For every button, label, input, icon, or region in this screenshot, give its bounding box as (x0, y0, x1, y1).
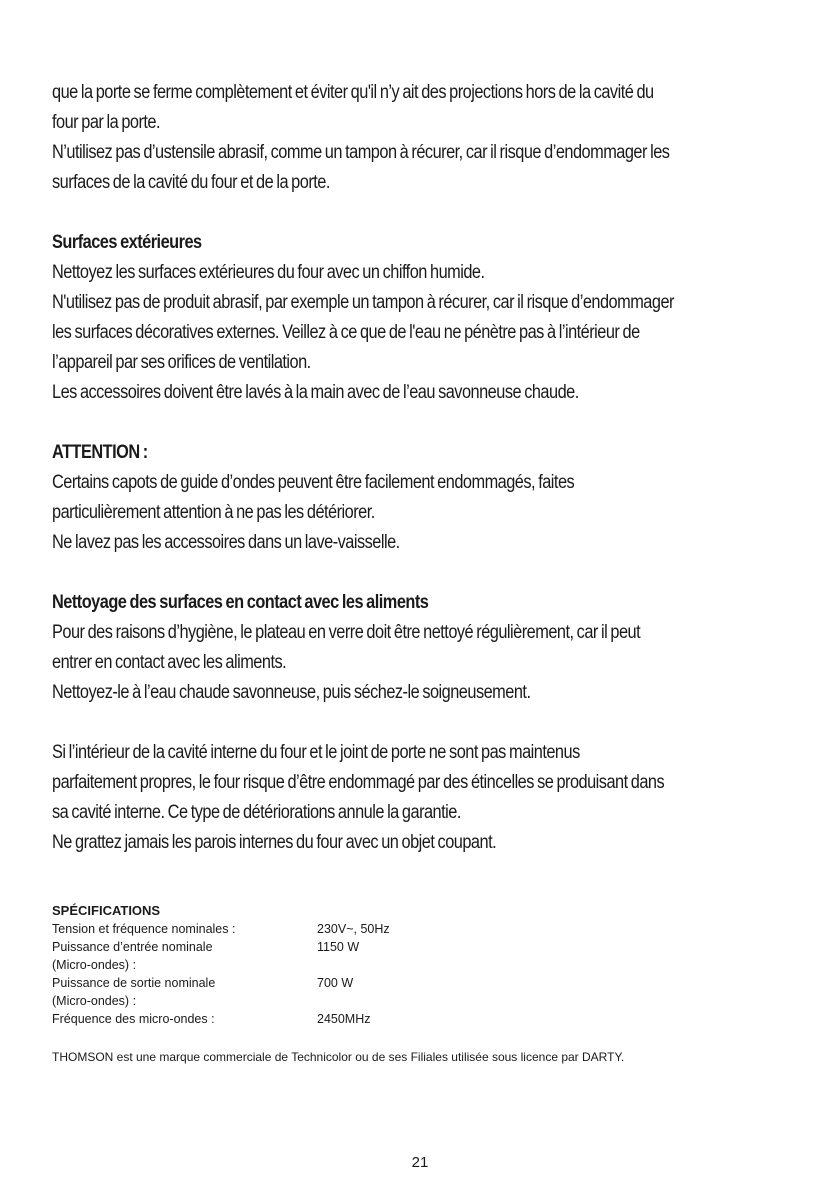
spec-row (52, 974, 467, 992)
page-number: 21 (411, 1154, 429, 1171)
spec-value: 230V~, 50Hz (317, 922, 390, 936)
attention-line: particulièrement attention à ne pas les détériorer. (52, 502, 375, 523)
food-contact-heading: Nettoyage des surfaces en contact avec les aliments (52, 592, 429, 613)
specifications-table (52, 902, 467, 1028)
food-contact-line: entrer en contact avec les aliments. (52, 652, 287, 673)
exterior-heading: Surfaces extérieures (52, 232, 202, 253)
spec-value: 2450MHz (317, 1012, 371, 1026)
spec-row (52, 956, 467, 974)
trademark-notice: THOMSON est une marque commerciale de Technicolor ou de ses Filiales utilisée sous licence par DARTY. (52, 1050, 625, 1064)
spec-label: (Micro-ondes) : (52, 958, 137, 972)
warning-line: Si l’intérieur de la cavité interne du four et le joint de porte ne sont pas maintenus (52, 742, 580, 763)
exterior-line: Nettoyez les surfaces extérieures du four avec un chiffon humide. (52, 262, 485, 283)
food-contact-line: Nettoyez-le à l’eau chaude savonneuse, puis séchez-le soigneusement. (52, 682, 531, 703)
page-content (52, 78, 792, 858)
spec-label: Tension et fréquence nominales : (52, 922, 236, 936)
intro-line: N’utilisez pas d’ustensile abrasif, comme un tampon à récurer, car il risque d’endommager les (52, 142, 670, 163)
exterior-line: N'utilisez pas de produit abrasif, par exemple un tampon à récurer, car il risque d’endommager (52, 292, 674, 313)
exterior-line: Les accessoires doivent être lavés à la main avec de l’eau savonneuse chaude. (52, 382, 579, 403)
warning-line: parfaitement propres, le four risque d’être endommagé par des étincelles se produisant dans (52, 772, 665, 793)
intro-line: que la porte se ferme complètement et éviter qu'il n’y ait des projections hors de la cavité du (52, 82, 654, 103)
attention-line: Certains capots de guide d’ondes peuvent être facilement endommagés, faites (52, 472, 575, 493)
warning-line: Ne grattez jamais les parois internes du four avec un objet coupant. (52, 832, 497, 853)
spec-value: 1150 W (317, 940, 360, 954)
specifications-title: SPÉCIFICATIONS (52, 903, 161, 918)
spec-label: Puissance de sortie nominale (52, 976, 216, 990)
spec-label: Puissance d’entrée nominale (52, 940, 213, 954)
spec-row (52, 992, 467, 1010)
exterior-line: l’appareil par ses orifices de ventilation. (52, 352, 311, 373)
attention-heading: ATTENTION : (52, 442, 148, 463)
food-contact-line: Pour des raisons d’hygiène, le plateau en verre doit être nettoyé régulièrement, car il peut (52, 622, 641, 643)
spec-row (52, 938, 467, 956)
body-text (52, 78, 792, 858)
spec-value (317, 956, 467, 974)
spec-label: Fréquence des micro-ondes : (52, 1012, 215, 1026)
spec-label: (Micro-ondes) : (52, 994, 137, 1008)
spec-value: 700 W (317, 976, 354, 990)
intro-line: surfaces de la cavité du four et de la porte. (52, 172, 330, 193)
attention-line: Ne lavez pas les accessoires dans un lave-vaisselle. (52, 532, 400, 553)
exterior-line: les surfaces décoratives externes. Veillez à ce que de l'eau ne pénètre pas à l’intérieur de (52, 322, 640, 343)
warning-line: sa cavité interne. Ce type de détériorations annule la garantie. (52, 802, 461, 823)
spec-row (52, 920, 467, 938)
spec-value (317, 992, 467, 1010)
spec-row (52, 1010, 467, 1028)
intro-line: four par la porte. (52, 112, 161, 133)
